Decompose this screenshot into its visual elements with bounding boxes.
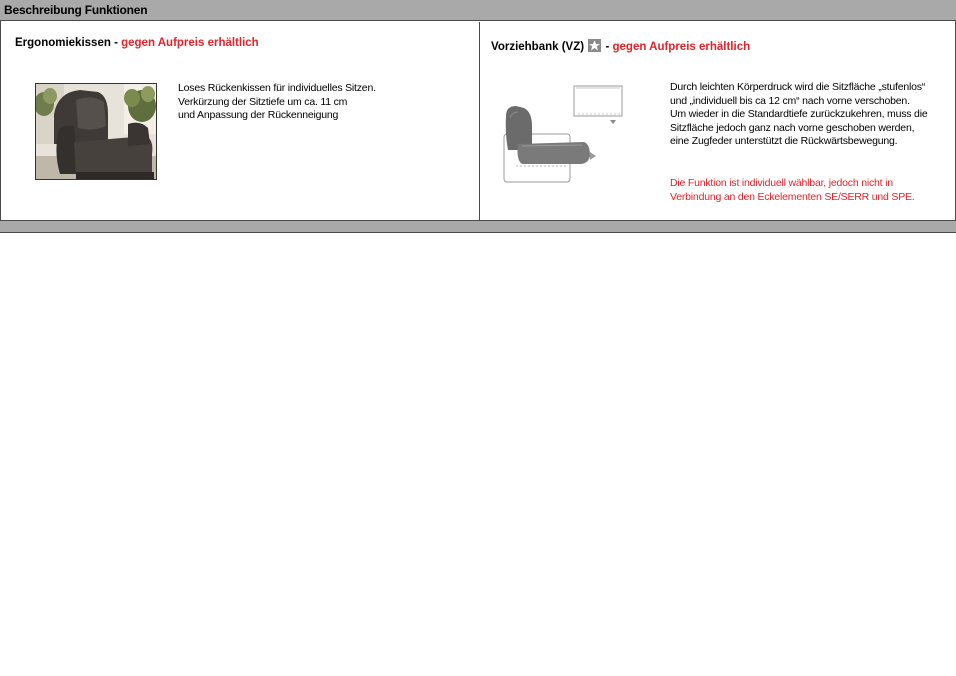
note-line: Die Funktion ist individuell wählbar, jedoch nicht in [670, 177, 893, 189]
ergonomiekissen-heading [15, 37, 259, 49]
note-line: Verbindung an den Eckelementen SE/SERR und SPE. [670, 190, 915, 203]
description-line: Um wieder in die Standardtiefe zurückzukehren, muss die [670, 108, 928, 120]
star-badge-icon [588, 39, 601, 52]
pull-out-seat-diagram [500, 84, 640, 186]
description-line: Loses Rückenkissen für individuelles Sitzen. [178, 82, 376, 94]
heading-price-note: gegen Aufpreis erhältlich [612, 41, 751, 53]
section-header [0, 0, 956, 21]
vorziehbank-restriction-note [670, 177, 915, 204]
description-line: Verkürzung der Sitztiefe um ca. 11 cm [178, 95, 348, 108]
ergonomic-cushion-photo [35, 83, 157, 180]
description-line: Durch leichten Körperdruck wird die Sitzfläche „stufenlos“ [670, 81, 926, 93]
section-footer-bar [0, 220, 956, 233]
heading-separator: - [110, 37, 122, 49]
heading-main: Ergonomiekissen [15, 37, 111, 49]
column-divider [479, 22, 480, 222]
description-line: und Anpassung der Rückenneigung [178, 109, 339, 121]
description-line: Sitzfläche jedoch ganz nach vorne geschoben werden, [670, 121, 915, 134]
section-title: Beschreibung Funktionen [4, 3, 148, 17]
ergonomiekissen-description [178, 82, 376, 123]
vorziehbank-heading [491, 39, 750, 53]
heading-main: Vorziehbank (VZ) [491, 41, 585, 53]
sofa-photo-illustration [36, 84, 156, 179]
description-line: eine Zugfeder unterstützt die Rückwärtsbewegung. [670, 135, 898, 147]
heading-separator: - [602, 41, 613, 53]
description-line: und „individuell bis ca 12 cm“ nach vorne verschoben. [670, 94, 910, 107]
vorziehbank-description [670, 81, 927, 149]
heading-price-note: gegen Aufpreis erhältlich [121, 37, 259, 49]
